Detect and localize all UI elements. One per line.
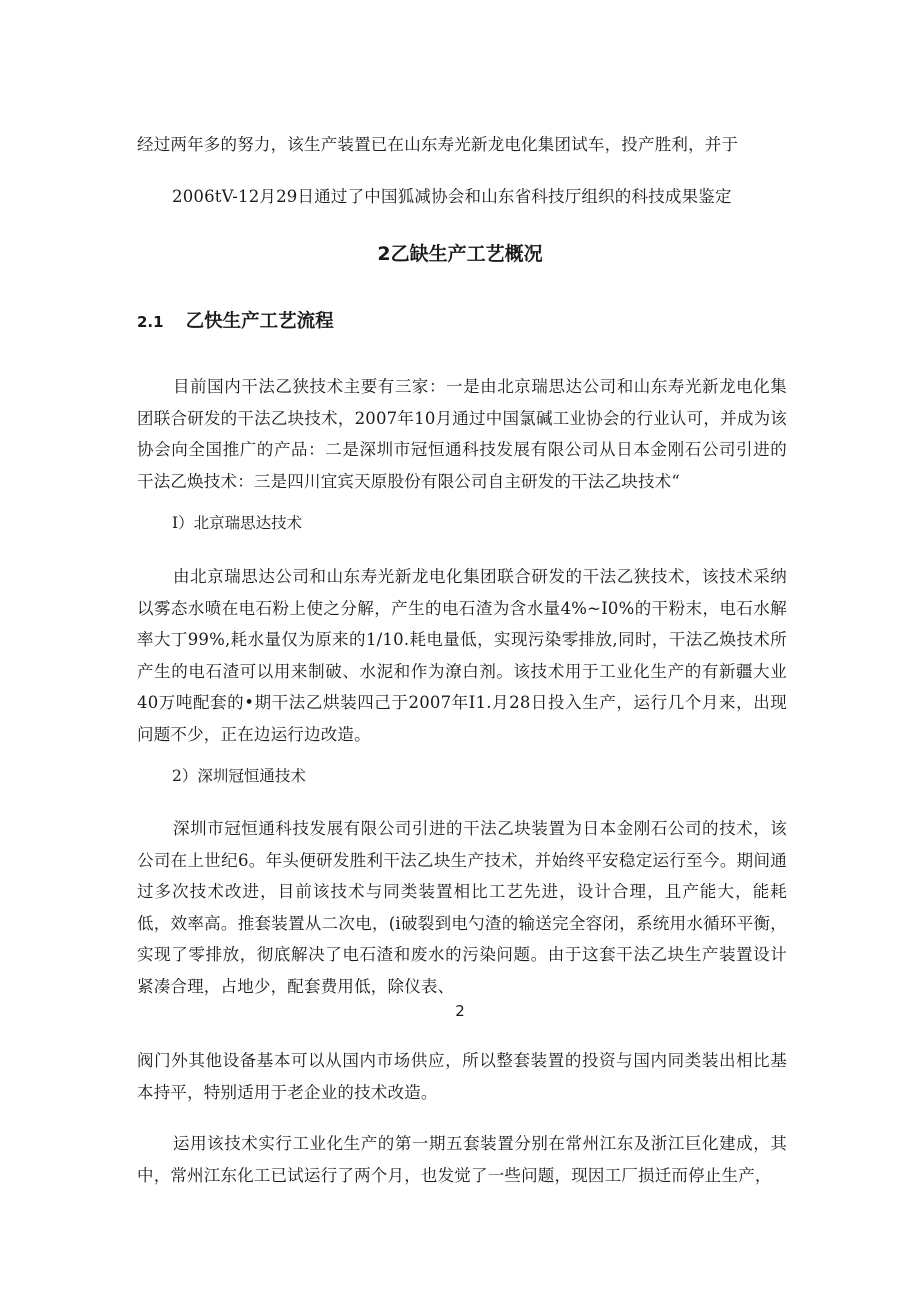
continuation-paragraph-2: 运用该技术实行工业化生产的第一期五套装置分别在常州江东及浙江巨化建成，其中，常州江东化工已试运行了两个月，也发觉了一些问题，现因工厂损迁而停止生产， [137, 1134, 787, 1185]
section-2-1-number: 2.1 [137, 313, 164, 331]
item-1-paragraph: 由北京瑞思达公司和山东寿光新龙电化集团联合研发的干法乙狭技术，该技术采纳以雾态水喷在电石粉上使之分解，产生的电石渣为含水量4%~I0%的干粉末，电石水解率大丁99%,耗水量仅为原来的1/10.耗电量低，实现污染零排放,同时，干法乙焕技术所产生的电石渣可以用来制破、水泥和作为潦白剂。该技术用于工业化生产的有新疆大业40万吨配套的•期干法乙烘装四己于2007年I1.月28日投入生产，运行几个月来，出现问题不少，正在边运行边改造。 [137, 567, 787, 744]
intro-line-2: 2006tV-12月29日通过了中国狐减协会和山东省科技厅组织的科技成果鉴定 [172, 187, 732, 206]
section-2-1-paragraph: 目前国内干法乙狭技术主要有三家：一是由北京瑞思达公司和山东寿光新龙电化集团联合研发的干法乙块技术，2007年10月通过中国氯碱工业协会的行业认可，并成为该协会向全国推广的产品：二是深圳市冠恒通科技发展有限公司从日本金刚石公司引进的干法乙焕技术：三是四川宜宾天原股份有限公司自主研发的干法乙块技术“ [137, 377, 787, 491]
item-2-label: 2）深圳冠恒通技术 [172, 767, 306, 785]
section-2-title: 2乙缺生产工艺概况 [377, 243, 543, 265]
section-2-1-heading [137, 306, 334, 338]
section-2-1-title: 乙快生产工艺流程 [185, 311, 334, 332]
intro-line-1: 经过两年多的努力，该生产装置已在山东寿光新龙电化集团试车，投产胜利，并于 [137, 135, 739, 154]
item-2-paragraph: 深圳市冠恒通科技发展有限公司引进的干法乙块装置为日本金刚石公司的技术，该公司在上世纪6。年头便研发胜利干法乙块生产技术，并始终平安稳定运行至今。期间通过多次技术改进，目前该技术与同类装置相比工艺先进，设计合理，且产能大，能耗低，效率高。推套装置从二次电，(i破裂到电勺渣的输送完全容闭，系统用水循环平衡，实现了零排放，彻底解决了电石渣和废水的污染问题。由于这套干法乙块生产装置设计紧凑合理，占地少，配套费用低，除仪表、 [137, 819, 787, 996]
item-1-label: I）北京瑞思达技术 [172, 514, 303, 532]
page-number: 2 [455, 1002, 465, 1020]
continuation-paragraph-1: 阀门外其他设备基本可以从国内市场供应，所以整套装置的投资与国内同类装出相比基本持平，特别适用于老企业的技术改造。 [137, 1051, 787, 1102]
